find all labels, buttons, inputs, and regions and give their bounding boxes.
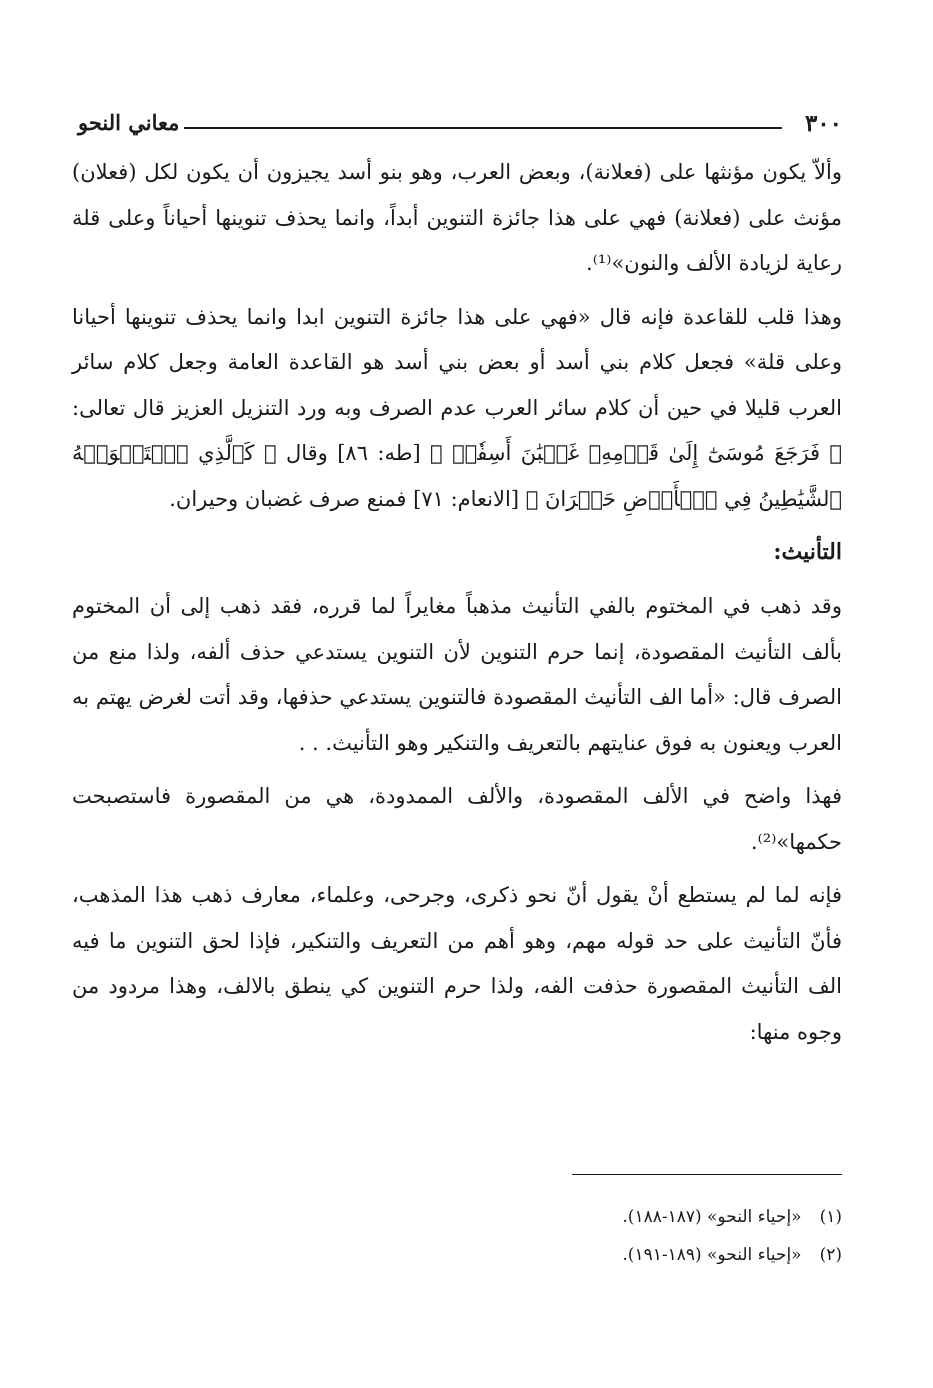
paragraph-4: فهذا واضح في الألف المقصودة، والألف الممدودة، هي من المقصورة فاستصبحت حكمها»⁽²⁾. [72,784,842,854]
footnote-text: «إحياء النحو» (١٨٧-١٨٨). [622,1207,802,1227]
footnote-1 [72,1198,842,1236]
page-header [72,100,842,150]
paragraph-5: فإنه لما لم يستطع أنْ يقول أنّ نحو ذكرى، وجرحى، وعلماء، معارف ذهب هذا المذهب، فأنّ التأنيث على حد قوله مهم، وهو أهم من التعريف والتنكير، فإذا لحق التنوين ما فيه الف التأنيث المقصورة حذفت الفه، ولذا حرم التنوين كي ينطق بالالف، وهذا مردود من وجوه منها: [72,883,842,1044]
page-number: ٣٠٠ [804,110,842,137]
book-page [72,100,842,1340]
paragraph-1: وألاّ يكون مؤنثها على (فعلانة)، وبعض العرب، وهو بنو أسد يجيزون أن يكون لكل (فعلان) مؤنث على (فعلانة) فهي على هذا جائزة التنوين أبداً، وانما يحذف تنوينها أحياناً وعلى قلة رعاية لزيادة الألف والنون»⁽¹⁾. [72,160,842,275]
footnotes [72,1198,842,1274]
paragraph-3: وقد ذهب في المختوم بالفي التأنيث مذهباً مغايراً لما قرره، فقد ذهب إلى أن المختوم بألف التأنيث المقصودة، إنما حرم التنوين لأن التنوين يستدعي حذف ألفه، ولذا منع من الصرف قال: «أما الف التأنيث المقصودة فالتنوين يستدعي حذفها، وقد أتت لغرض يهتم به العرب ويعنون به فوق عنايتهم بالتعريف والتنكير وهو التأنيث. . . [72,594,842,755]
header-rule [184,127,782,129]
footnote-number: (٢) [819,1245,842,1265]
running-title: معاني النحو [78,110,180,135]
footnote-2 [72,1236,842,1274]
section-heading: التأنيث: [773,539,842,565]
body-text [72,150,842,1055]
footnote-text: «إحياء النحو» (١٨٩-١٩١). [622,1245,802,1265]
paragraph-2: وهذا قلب للقاعدة فإنه قال «فهي على هذا جائزة التنوين ابدا وانما يحذف تنوينها أحيانا وعلى قلة» فجعل كلام بني أسد أو بعض بني أسد هو القاعدة العامة وجعل كلام سائر العرب قليلا في حين أن كلام سائر العرب عدم الصرف وبه ورد التنزيل العزيز قال تعالى: ﴿ فَرَجَعَ مُوسَىٰٓ إِلَىٰ قَوۡمِهِۦ غَضۡبَٰنَ أَسِفٗاۚ ﴾ [طه: ٨٦] وقال ﴿ كَٱلَّذِي ٱسۡتَهۡوَتۡهُ ٱلشَّيَٰطِينُ فِي ٱلۡأَرۡضِ حَيۡرَانَ ﴾ [الانعام: ٧١] فمنع صرف غضبان وحيران. [72,304,843,511]
footnote-number: (١) [819,1207,842,1227]
footnote-rule [572,1174,842,1175]
